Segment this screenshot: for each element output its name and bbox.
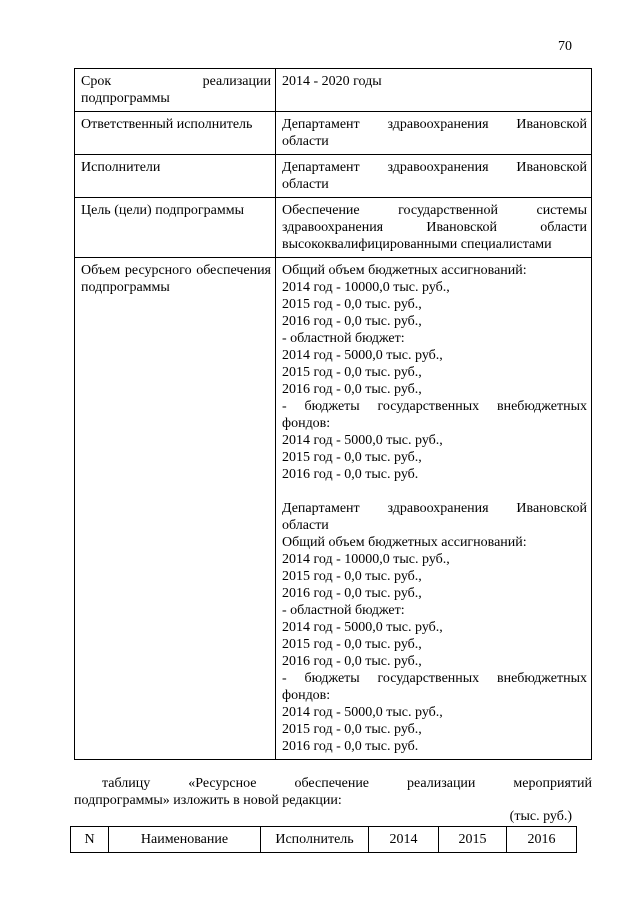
resource-table <box>70 826 577 853</box>
passport-row <box>75 155 592 198</box>
passport-value-line: Общий объем бюджетных ассигнований: <box>282 263 527 278</box>
passport-label: Объем ресурсного обеспечения подпрограммы <box>81 263 271 295</box>
header-cell-name: Наименование <box>109 827 261 853</box>
passport-value-line: 2016 год - 0,0 тыс. руб., <box>282 314 422 329</box>
passport-value-cell <box>276 198 592 258</box>
passport-label: Исполнители <box>81 160 161 175</box>
passport-value-line: 2014 год - 10000,0 тыс. руб., <box>282 280 450 295</box>
passport-row <box>75 112 592 155</box>
passport-label-cell <box>75 112 276 155</box>
passport-value-line: 2015 год - 0,0 тыс. руб., <box>282 722 422 737</box>
passport-value-line: 2015 год - 0,0 тыс. руб., <box>282 297 422 312</box>
passport-value-cell <box>276 69 592 112</box>
passport-value-line: 2016 год - 0,0 тыс. руб., <box>282 382 422 397</box>
passport-row <box>75 69 592 112</box>
passport-value-line: - областной бюджет: <box>282 331 405 346</box>
passport-value-line: 2015 год - 0,0 тыс. руб., <box>282 450 422 465</box>
passport-value-line: - бюджеты государственных внебюджетных <box>282 399 587 414</box>
passport-value-line: области <box>282 177 329 192</box>
passport-label-cell <box>75 258 276 760</box>
passport-label: Срок реализации подпрограммы <box>81 74 271 106</box>
passport-value-line: 2014 год - 5000,0 тыс. руб., <box>282 705 443 720</box>
passport-value-line: Департамент здравоохранения Ивановской <box>282 117 587 132</box>
passport-value-line: 2016 год - 0,0 тыс. руб., <box>282 654 422 669</box>
passport-value-line: 2014 год - 5000,0 тыс. руб., <box>282 433 443 448</box>
passport-value-line: области <box>282 518 329 533</box>
intro-line-1: таблицу «Ресурсное обеспечение реализации мероприятий <box>102 776 592 791</box>
passport-value-line: 2016 год - 0,0 тыс. руб., <box>282 586 422 601</box>
passport-value-line: 2015 год - 0,0 тыс. руб., <box>282 365 422 380</box>
passport-value-line: Департамент здравоохранения Ивановской <box>282 501 587 516</box>
header-cell-2016: 2016 <box>507 827 577 853</box>
intro-paragraph <box>74 775 592 809</box>
header-cell-2015: 2015 <box>439 827 507 853</box>
passport-value-line: 2014 год - 5000,0 тыс. руб., <box>282 620 443 635</box>
header-cell-executor: Исполнитель <box>261 827 369 853</box>
passport-label: Цель (цели) подпрограммы <box>81 203 244 218</box>
passport-value-line: 2014 год - 5000,0 тыс. руб., <box>282 348 443 363</box>
passport-value-line: 2014 год - 10000,0 тыс. руб., <box>282 552 450 567</box>
passport-value-cell <box>276 155 592 198</box>
passport-value-cell <box>276 112 592 155</box>
passport-value-cell <box>276 258 592 760</box>
passport-value-line: 2015 год - 0,0 тыс. руб., <box>282 637 422 652</box>
resource-table-header-row <box>71 827 577 853</box>
passport-value-line: Обеспечение государственной системы <box>282 203 587 218</box>
passport-label-cell <box>75 69 276 112</box>
passport-value-line <box>282 483 587 500</box>
passport-value-line: Общий объем бюджетных ассигнований: <box>282 535 527 550</box>
unit-label: (тыс. руб.) <box>509 809 572 824</box>
passport-value-line: 2016 год - 0,0 тыс. руб. <box>282 739 419 754</box>
passport-label-cell <box>75 198 276 258</box>
passport-value-line: области <box>282 134 329 149</box>
passport-row <box>75 198 592 258</box>
passport-value-line: фондов: <box>282 688 331 703</box>
passport-label: Ответственный исполнитель <box>81 117 253 132</box>
passport-row <box>75 258 592 760</box>
page-number: 70 <box>558 39 572 54</box>
passport-value-line: Департамент здравоохранения Ивановской <box>282 160 587 175</box>
passport-value-line: 2016 год - 0,0 тыс. руб. <box>282 467 419 482</box>
passport-value-line: - бюджеты государственных внебюджетных <box>282 671 587 686</box>
passport-value-line: здравоохранения Ивановской области <box>282 220 587 235</box>
header-cell-number: N <box>71 827 109 853</box>
subprogram-passport-table <box>74 68 592 760</box>
passport-value-line: 2015 год - 0,0 тыс. руб., <box>282 569 422 584</box>
passport-value-line: 2014 - 2020 годы <box>282 74 382 89</box>
passport-label-cell <box>75 155 276 198</box>
passport-value-line: фондов: <box>282 416 331 431</box>
intro-line-2: подпрограммы» изложить в новой редакции: <box>74 793 342 808</box>
passport-value-line: - областной бюджет: <box>282 603 405 618</box>
passport-value-line: высококвалифицированными специалистами <box>282 237 552 252</box>
header-cell-2014: 2014 <box>369 827 439 853</box>
